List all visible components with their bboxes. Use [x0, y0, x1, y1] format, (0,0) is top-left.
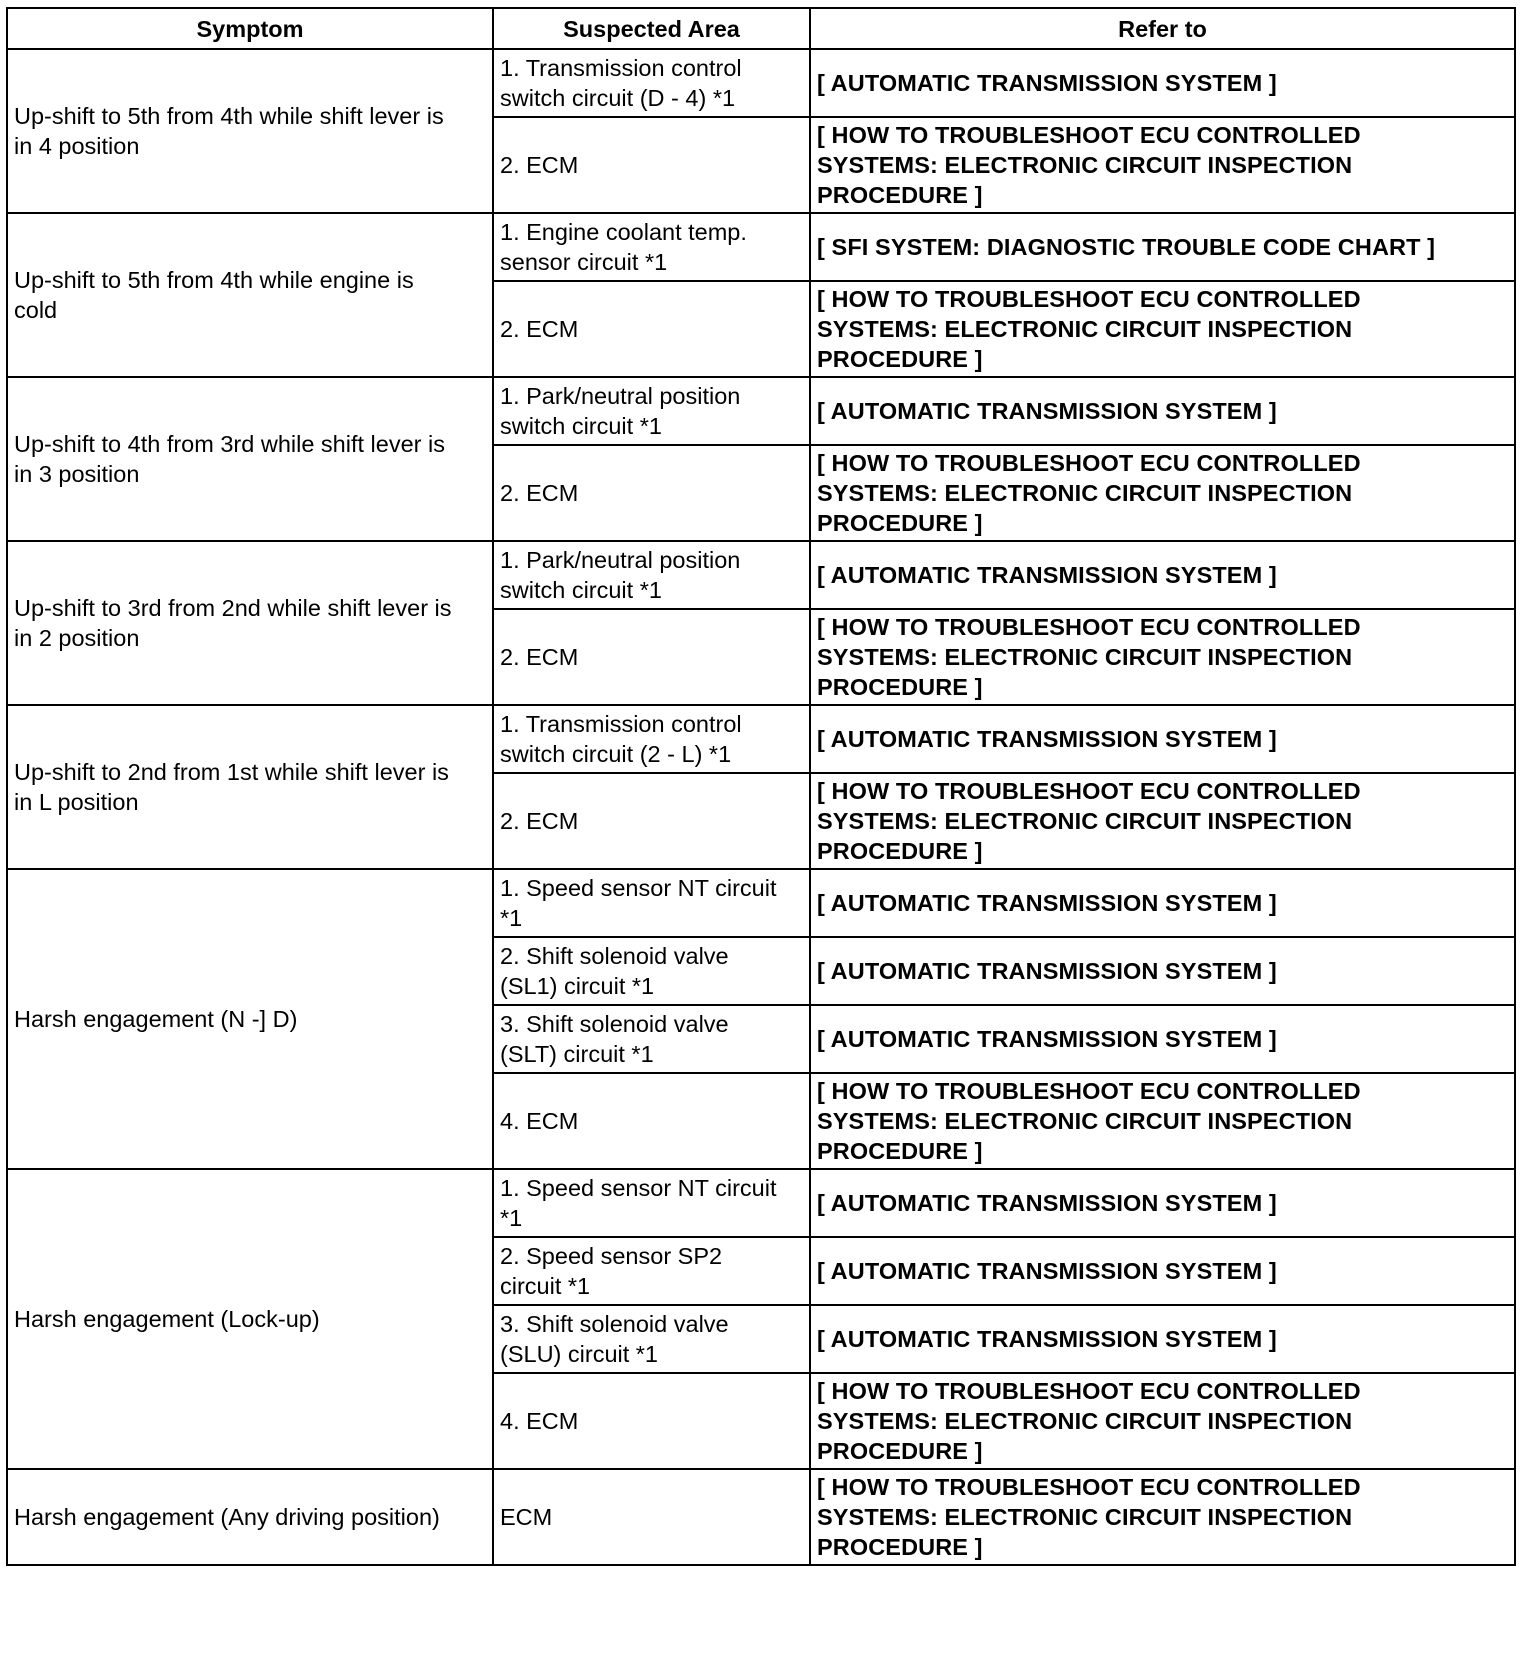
suspected-area-text: 2. Shift solenoid valve (SL1) circuit *1	[500, 943, 729, 999]
troubleshooting-table	[6, 7, 1516, 1566]
suspected-area-cell	[493, 213, 810, 281]
refer-to-cell	[810, 445, 1515, 541]
table-row	[7, 213, 1515, 281]
refer-to-link[interactable]: [ SFI SYSTEM: DIAGNOSTIC TROUBLE CODE CHART ]	[817, 234, 1436, 260]
symptom-text: Up-shift to 5th from 4th while shift lever is in 4 position	[14, 103, 444, 159]
suspected-area-text: 2. ECM	[500, 480, 579, 506]
symptom-cell	[7, 705, 493, 869]
suspected-area-cell	[493, 1373, 810, 1469]
symptom-text: Harsh engagement (N -] D)	[14, 1006, 298, 1032]
refer-to-link[interactable]: [ AUTOMATIC TRANSMISSION SYSTEM ]	[817, 562, 1277, 588]
suspected-area-cell	[493, 1005, 810, 1073]
suspected-area-text: 1. Engine coolant temp. sensor circuit *1	[500, 219, 747, 275]
table-row	[7, 1469, 1515, 1565]
symptom-text: Harsh engagement (Lock-up)	[14, 1306, 320, 1332]
suspected-area-text: 2. ECM	[500, 644, 579, 670]
symptom-cell	[7, 869, 493, 1169]
refer-to-link[interactable]: [ HOW TO TROUBLESHOOT ECU CONTROLLED SYSTEMS: ELECTRONIC CIRCUIT INSPECTION PROCEDURE ]	[817, 614, 1361, 700]
refer-to-cell	[810, 281, 1515, 377]
refer-to-link[interactable]: [ AUTOMATIC TRANSMISSION SYSTEM ]	[817, 958, 1277, 984]
suspected-area-text: 1. Park/neutral position switch circuit *1	[500, 383, 741, 439]
suspected-area-cell	[493, 117, 810, 213]
suspected-area-cell	[493, 49, 810, 117]
symptom-cell	[7, 1169, 493, 1469]
refer-to-cell	[810, 1305, 1515, 1373]
suspected-area-text: 3. Shift solenoid valve (SLT) circuit *1	[500, 1011, 729, 1067]
suspected-area-text: 1. Transmission control switch circuit (2 - L) *1	[500, 711, 742, 767]
refer-to-cell	[810, 1005, 1515, 1073]
suspected-area-text: 3. Shift solenoid valve (SLU) circuit *1	[500, 1311, 729, 1367]
refer-to-cell	[810, 541, 1515, 609]
refer-to-cell	[810, 1073, 1515, 1169]
suspected-area-cell	[493, 1169, 810, 1237]
table-row	[7, 1169, 1515, 1237]
suspected-area-cell	[493, 1305, 810, 1373]
refer-to-cell	[810, 705, 1515, 773]
suspected-area-cell	[493, 869, 810, 937]
refer-to-cell	[810, 869, 1515, 937]
suspected-area-text: 2. ECM	[500, 808, 579, 834]
suspected-area-cell	[493, 445, 810, 541]
symptom-cell	[7, 377, 493, 541]
suspected-area-text: 2. ECM	[500, 316, 579, 342]
suspected-area-cell	[493, 377, 810, 445]
suspected-area-text: 1. Speed sensor NT circuit *1	[500, 875, 777, 931]
suspected-area-text: 1. Speed sensor NT circuit *1	[500, 1175, 777, 1231]
suspected-area-cell	[493, 1237, 810, 1305]
symptom-text: Harsh engagement (Any driving position)	[14, 1504, 440, 1530]
refer-to-cell	[810, 213, 1515, 281]
suspected-area-text: 4. ECM	[500, 1108, 579, 1134]
suspected-area-cell	[493, 609, 810, 705]
refer-to-link[interactable]: [ AUTOMATIC TRANSMISSION SYSTEM ]	[817, 1326, 1277, 1352]
symptom-text: Up-shift to 5th from 4th while engine is cold	[14, 267, 414, 323]
symptom-text: Up-shift to 3rd from 2nd while shift lever is in 2 position	[14, 595, 452, 651]
suspected-area-text: 4. ECM	[500, 1408, 579, 1434]
refer-to-cell	[810, 1373, 1515, 1469]
table-row	[7, 541, 1515, 609]
refer-to-link[interactable]: [ HOW TO TROUBLESHOOT ECU CONTROLLED SYSTEMS: ELECTRONIC CIRCUIT INSPECTION PROCEDURE ]	[817, 1078, 1361, 1164]
refer-to-link[interactable]: [ HOW TO TROUBLESHOOT ECU CONTROLLED SYSTEMS: ELECTRONIC CIRCUIT INSPECTION PROCEDURE ]	[817, 122, 1361, 208]
table-row	[7, 377, 1515, 445]
suspected-area-text: 1. Transmission control switch circuit (D - 4) *1	[500, 55, 742, 111]
refer-to-link[interactable]: [ AUTOMATIC TRANSMISSION SYSTEM ]	[817, 70, 1277, 96]
symptom-cell	[7, 49, 493, 213]
refer-to-cell	[810, 1237, 1515, 1305]
suspected-area-cell	[493, 773, 810, 869]
header-suspected-area: Suspected Area	[493, 8, 810, 49]
refer-to-link[interactable]: [ HOW TO TROUBLESHOOT ECU CONTROLLED SYSTEMS: ELECTRONIC CIRCUIT INSPECTION PROCEDURE ]	[817, 778, 1361, 864]
refer-to-cell	[810, 1469, 1515, 1565]
header-symptom: Symptom	[7, 8, 493, 49]
refer-to-link[interactable]: [ AUTOMATIC TRANSMISSION SYSTEM ]	[817, 890, 1277, 916]
suspected-area-cell	[493, 1469, 810, 1565]
refer-to-cell	[810, 1169, 1515, 1237]
refer-to-cell	[810, 773, 1515, 869]
refer-to-cell	[810, 377, 1515, 445]
refer-to-link[interactable]: [ HOW TO TROUBLESHOOT ECU CONTROLLED SYSTEMS: ELECTRONIC CIRCUIT INSPECTION PROCEDURE ]	[817, 1474, 1361, 1560]
suspected-area-text: 2. ECM	[500, 152, 579, 178]
refer-to-link[interactable]: [ HOW TO TROUBLESHOOT ECU CONTROLLED SYSTEMS: ELECTRONIC CIRCUIT INSPECTION PROCEDURE ]	[817, 450, 1361, 536]
table-row	[7, 705, 1515, 773]
table-body	[7, 49, 1515, 1565]
refer-to-link[interactable]: [ AUTOMATIC TRANSMISSION SYSTEM ]	[817, 1190, 1277, 1216]
refer-to-link[interactable]: [ AUTOMATIC TRANSMISSION SYSTEM ]	[817, 398, 1277, 424]
suspected-area-text: 1. Park/neutral position switch circuit *1	[500, 547, 741, 603]
refer-to-cell	[810, 117, 1515, 213]
header-row	[7, 8, 1515, 49]
symptom-text: Up-shift to 2nd from 1st while shift lever is in L position	[14, 759, 449, 815]
suspected-area-text: 2. Speed sensor SP2 circuit *1	[500, 1243, 723, 1299]
table-row	[7, 869, 1515, 937]
symptom-cell	[7, 213, 493, 377]
table-row	[7, 49, 1515, 117]
refer-to-cell	[810, 609, 1515, 705]
suspected-area-cell	[493, 937, 810, 1005]
suspected-area-cell	[493, 1073, 810, 1169]
refer-to-link[interactable]: [ HOW TO TROUBLESHOOT ECU CONTROLLED SYSTEMS: ELECTRONIC CIRCUIT INSPECTION PROCEDURE ]	[817, 286, 1361, 372]
suspected-area-text: ECM	[500, 1504, 553, 1530]
refer-to-link[interactable]: [ AUTOMATIC TRANSMISSION SYSTEM ]	[817, 1258, 1277, 1284]
symptom-cell	[7, 1469, 493, 1565]
suspected-area-cell	[493, 541, 810, 609]
header-refer-to: Refer to	[810, 8, 1515, 49]
symptom-cell	[7, 541, 493, 705]
symptom-text: Up-shift to 4th from 3rd while shift lever is in 3 position	[14, 431, 445, 487]
refer-to-link[interactable]: [ HOW TO TROUBLESHOOT ECU CONTROLLED SYSTEMS: ELECTRONIC CIRCUIT INSPECTION PROCEDURE ]	[817, 1378, 1361, 1464]
suspected-area-cell	[493, 705, 810, 773]
refer-to-cell	[810, 49, 1515, 117]
refer-to-link[interactable]: [ AUTOMATIC TRANSMISSION SYSTEM ]	[817, 1026, 1277, 1052]
suspected-area-cell	[493, 281, 810, 377]
refer-to-cell	[810, 937, 1515, 1005]
refer-to-link[interactable]: [ AUTOMATIC TRANSMISSION SYSTEM ]	[817, 726, 1277, 752]
